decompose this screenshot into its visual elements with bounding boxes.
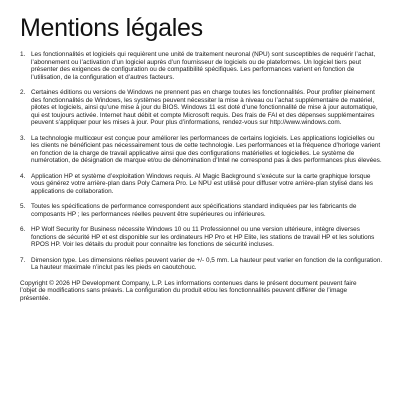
note-text: Certaines éditions ou versions de Windows ne prennent pas en charge toutes les fonctionnalités. Pour profiter pleinement des fonctionnalités de Windows, les systèmes peuvent nécessiter la mise à niveau ou l’achat supplémentaire de matériel, pilotes et logiciels, ainsi qu’une mise à jour du BIOS. Windows 11 est doté d’une fonctionnalité de mise à jour automatique, qui est toujours activée. Internet haut débit et compte Microsoft requis. Des frais de FAI et des dépenses supplémentaires peuvent s’appliquer pour les mises à jour. Pour plus d’informations, rendez-vous sur http://www.windows.com. [31,89,378,126]
note-text: Toutes les spécifications de performance correspondent aux spécifications standard indiquées par les fabricants de composants HP ; les performances réelles peuvent être supérieures ou inférieures. [31,203,357,218]
legal-note-2 [20,89,384,127]
note-number: 7. [20,256,26,264]
note-number: 1. [20,51,26,58]
legal-note-4 [20,173,384,196]
note-text: La technologie multicœur est conçue pour améliorer les performances de certains logiciels. Les applications logicielles ou les clients ne bénéficient pas nécessairement tous de cette technologie. Les performances et la fréquence d’horloge varient en fonction de la charge de travail applicative ainsi que des configurations matérielles et logicielles. Le système de numérotation, de désignation de marque et/ou de dénomination d’Intel ne correspond pas à des performances plus élevées. [31,134,382,164]
note-text: Application HP et système d’exploitation Windows requis. AI Magic Background s’exécute sur la carte graphique lorsque vous générez votre arrière-plan dans Poly Camera Pro. Le NPU est utilisé pour diffuser votre arrière-plan stylisé dans les applications de collaboration. [31,172,373,195]
note-number: 2. [20,89,26,96]
note-text: Dimension type. Les dimensions réelles peuvent varier de +/- 0,5 mm. La hauteur peut varier en fonction de la configuration. La hauteur maximale n’inclut pas les pieds en caoutchouc. [31,256,383,271]
legal-note-6 [20,226,384,249]
note-number: 3. [20,134,26,142]
legal-note-7 [20,257,384,272]
page-title: Mentions légales [20,14,203,42]
note-number: 5. [20,203,26,210]
legal-note-1 [20,51,384,81]
note-text: HP Wolf Security for Business nécessite Windows 10 ou 11 Professionnel ou une version ultérieure, intègre diverses fonctions de sécurité HP et est disponible sur les ordinateurs HP Pro et HP Elite, les stations de travail HP et les solutions RPOS HP. Voir les détails du produit pour connaître les fonctions de sécurité incluses. [31,226,375,248]
legal-note-3 [20,135,384,165]
note-number: 4. [20,172,26,180]
copyright-footer: Copyright © 2026 HP Development Company, L.P. Les informations contenues dans le présent document peuvent faire l’objet de modifications sans préavis. La configuration du produit et/ou les fonctionnalités peuvent différer de l’image présentée. [20,279,357,302]
legal-note-5 [20,203,384,218]
note-number: 6. [20,226,26,233]
legal-notes-list [20,51,384,272]
note-text: Les fonctionnalités et logiciels qui requièrent une unité de traitement neuronal (NPU) sont susceptibles de requérir l’achat, l’abonnement ou l’activation d’un logiciel auprès d’un fournisseur de logiciels ou de plateformes. Un logiciel tiers peut présenter des exigences de configuration ou de compatibilité spécifiques. Les performances varient en fonction de l’utilisation, de la configuration et d’autres facteurs. [31,51,376,81]
